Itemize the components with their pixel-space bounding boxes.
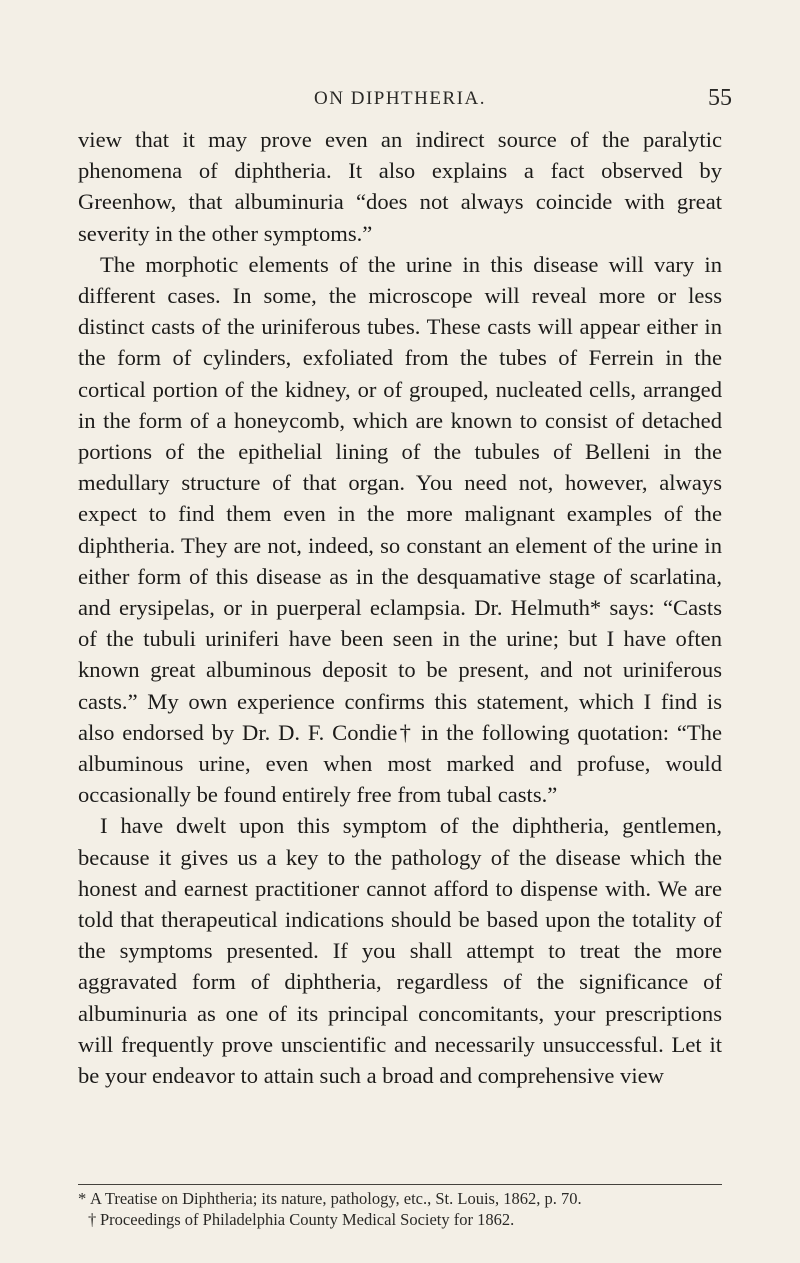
footnote-helmuth [78,1188,738,1209]
page-number: 55 [708,85,732,111]
footnote-mark: * [78,1189,87,1208]
footnote-text: A Treatise on Diphtheria; its nature, pathology, etc., St. Louis, 1862, p. 70. [90,1189,582,1208]
footnote-text: Proceedings of Philadelphia County Medical Society for 1862. [100,1210,515,1229]
footnote-condie [78,1209,738,1230]
footnote-mark: † [88,1210,97,1229]
paragraph-pathology-key: I have dwelt upon this symptom of the diphtheria, gentlemen, because it gives us a key to the pathology of the disease which the honest and earnest practitioner cannot afford to dispense with. We are told that therapeutical indications should be based upon the totality of the symptoms presented. If you shall attempt to treat the more aggravated form of diphtheria, regardless of the significance of albuminuria as one of its principal concomitants, your prescriptions will frequently prove unscientific and necessarily unsuccessful. Let it be your endeavor to attain such a broad and comprehensive view [78,813,722,1089]
paragraph-morphotic-elements: The morphotic elements of the urine in this disease will vary in different cases. In some, the microscope will reveal more or less distinct casts of the uriniferous tubes. These casts will appear either in the form of cylinders, exfoliated from the tubes of Ferrein in the cortical portion of the kidney, or of grouped, nucleated cells, arranged in the form of a honeycomb, which are known to consist of detached portions of the epithelial lining of the tubules of Belleni in the medullary structure of that organ. You need not, however, always expect to find them even in the more malignant examples of the diphtheria. They are not, indeed, so constant an element of the urine in either form of this disease as in the desquamative stage of scarlatina, and erysipelas, or in puerperal eclampsia. Dr. Helmuth* says: “Casts of the tubuli uriniferi have been seen in the urine; but I have often known great albuminous deposit to be present, and not uriniferous casts.” My own experience confirms this statement, which I find is also endorsed by Dr. D. F. Condie† in the following quotation: “The albuminous urine, even when most marked and profuse, would occasionally be found entirely free from tubal casts.” [78,251,722,808]
running-title: ON DIPHTHERIA. [314,88,486,109]
body-text [78,124,722,1091]
footnotes [78,1188,738,1230]
running-head [78,85,732,118]
footnote-divider [78,1184,722,1185]
paragraph-continued: view that it may prove even an indirect source of the paralytic phenomena of diphtheria. It also explains a fact observed by Greenhow, that albuminuria “does not always coincide with great severity in the other symptoms.” [78,127,722,246]
